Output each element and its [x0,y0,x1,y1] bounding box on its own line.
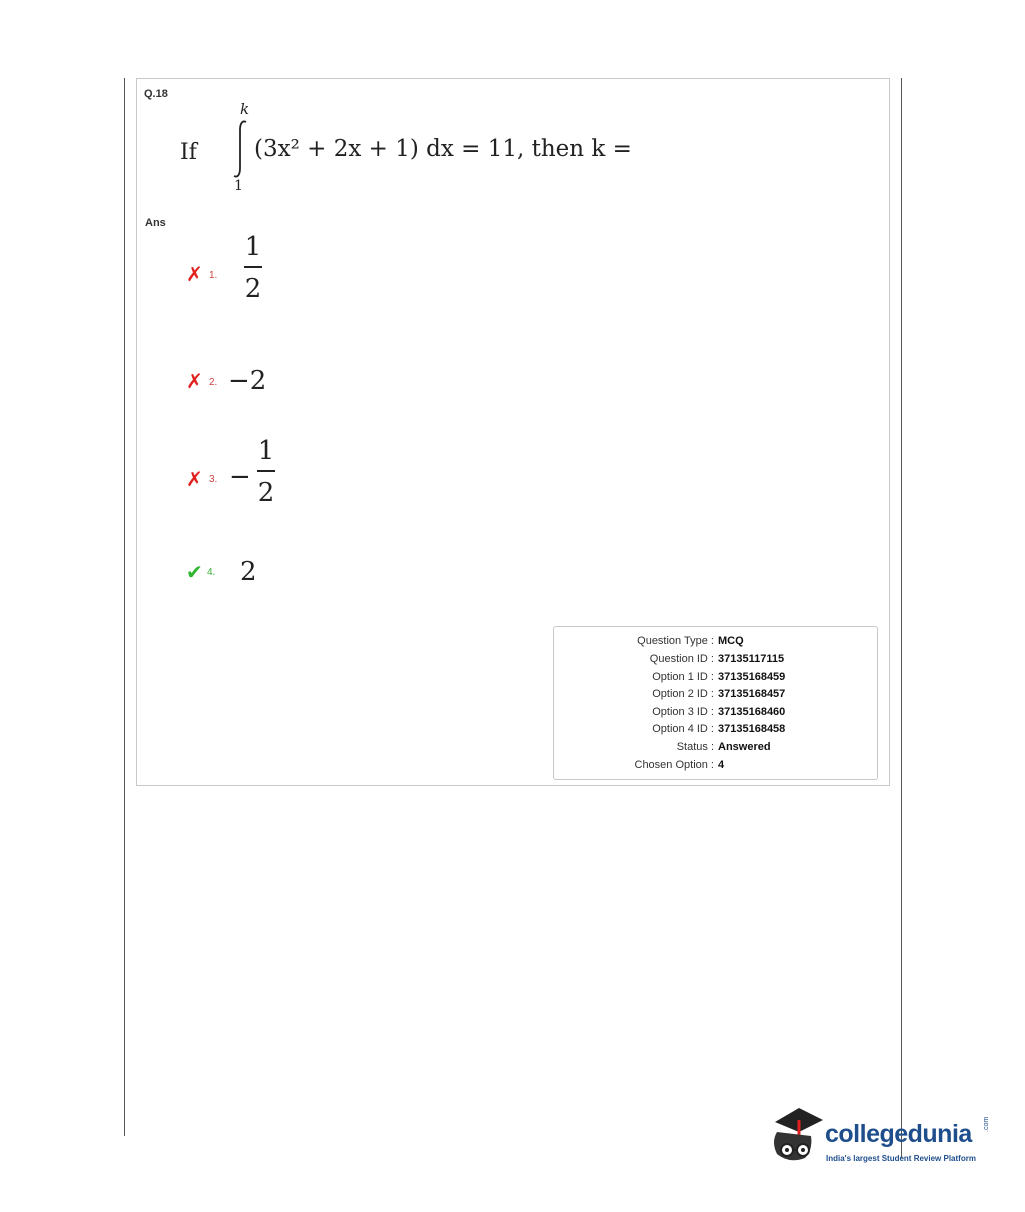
info-key: Option 4 ID : [652,723,714,735]
info-key: Status : [676,741,714,753]
info-key: Chosen Option : [634,759,714,771]
option-number: 4. [207,567,216,578]
integral-lower-limit: 1 [234,178,243,194]
info-key: Option 2 ID : [652,688,714,700]
info-row [554,635,879,647]
logo-suffix: .com [983,1116,990,1132]
logo-tagline: India's largest Student Review Platform [826,1154,976,1163]
info-row [554,706,879,718]
right-page-line [901,78,902,1158]
answer-label: Ans [145,217,166,229]
question-prefix: If [180,140,197,165]
cross-mark-icon: ✗ [186,264,203,286]
fraction-bar [244,266,262,268]
option-2-value: −2 [228,366,267,396]
info-value: 37135117115 [718,653,785,665]
info-key: Question ID : [649,653,714,665]
denominator: 2 [244,274,262,304]
option-3-fraction [257,438,275,506]
option-number: 3. [209,474,218,485]
logo-brand: collegedunia [825,1120,972,1148]
info-value: 37135168457 [718,688,786,700]
info-value: 37135168459 [718,671,786,683]
integrand-expression: (3x² + 2x + 1) dx = 11, then k = [254,136,632,162]
option-3-sign: − [229,462,251,492]
fraction-bar [257,470,275,472]
denominator: 2 [257,478,275,508]
info-row [554,653,879,665]
integral-sign-icon [228,118,252,180]
option-number: 2. [209,377,218,388]
info-key: Option 1 ID : [652,671,714,683]
option-1-fraction [244,234,262,302]
numerator: 1 [244,232,262,262]
left-page-line [124,78,125,1136]
option-4-value: 2 [240,557,257,587]
option-number: 1. [209,270,218,281]
info-value: Answered [718,741,771,753]
cross-mark-icon: ✗ [186,469,203,491]
info-row [554,759,879,771]
collegedunia-logo [765,1102,995,1172]
info-row [554,688,879,700]
info-value: 4 [718,759,725,771]
numerator: 1 [257,436,275,466]
question-label: Q.18 [144,88,168,100]
info-key: Option 3 ID : [652,706,714,718]
integral-upper-limit: k [240,100,250,118]
cross-mark-icon: ✗ [186,371,203,393]
check-mark-icon: ✔ [186,562,203,584]
info-value: 37135168458 [718,723,786,735]
question-info-box [553,626,878,780]
info-value: 37135168460 [718,706,786,718]
info-row [554,741,879,753]
info-key: Question Type : [637,635,714,647]
info-row [554,723,879,735]
info-row [554,671,879,683]
info-value: MCQ [718,635,744,647]
mascot-icon [765,1102,825,1172]
